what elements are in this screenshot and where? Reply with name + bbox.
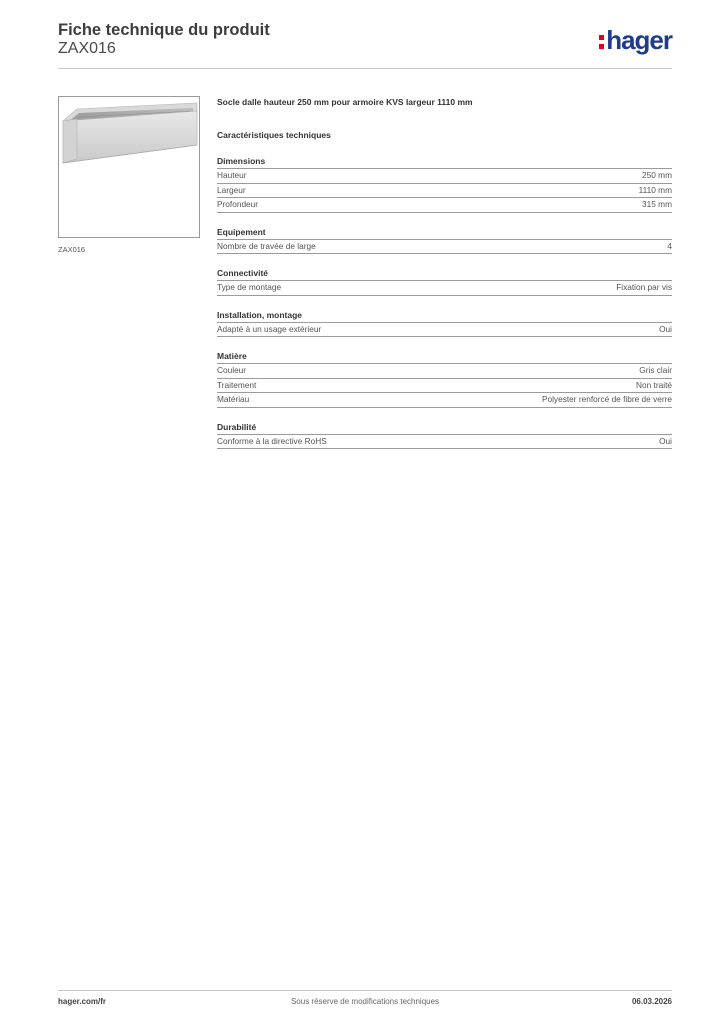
spec-label: Adapté à un usage extérieur	[217, 323, 322, 334]
footer-divider	[58, 990, 672, 991]
logo-dots-icon	[599, 32, 605, 50]
section-title: Connectivité	[217, 267, 672, 281]
hager-logo	[599, 26, 672, 54]
footer-website-link[interactable]: hager.com/fr	[58, 997, 107, 1006]
spec-row	[217, 198, 672, 213]
spec-value: 315 mm	[642, 199, 672, 209]
section-title: Installation, montage	[217, 309, 672, 323]
section-title: Dimensions	[217, 155, 672, 169]
product-image	[58, 96, 200, 238]
section-installation	[217, 309, 672, 338]
spec-label: Nombre de travée de large	[217, 240, 316, 251]
spec-row	[217, 184, 672, 199]
spec-label: Couleur	[217, 365, 247, 375]
spec-row	[217, 364, 672, 379]
spec-row	[217, 393, 672, 408]
product-description: Socle dalle hauteur 250 mm pour armoire KVS largeur 1110 mm	[217, 97, 473, 107]
page-header	[58, 20, 672, 68]
page-title: Fiche technique du produit	[58, 21, 270, 39]
footer-date: 06.03.2026	[631, 997, 672, 1006]
spec-row	[217, 323, 672, 338]
spec-row	[217, 169, 672, 184]
spec-value: Non traité	[636, 379, 672, 390]
spec-label: Hauteur	[217, 170, 247, 180]
spec-label: Largeur	[217, 184, 246, 195]
spec-row	[217, 281, 672, 296]
section-connectivite	[217, 267, 672, 296]
header-divider	[58, 68, 672, 69]
section-equipement	[217, 226, 672, 255]
section-dimensions	[217, 155, 672, 213]
section-title: Matière	[217, 350, 672, 364]
spec-label: Traitement	[217, 379, 257, 390]
section-title: Durabilité	[217, 421, 672, 435]
spec-value: Gris clair	[639, 365, 672, 375]
spec-value: 1110 mm	[638, 184, 672, 195]
main-content	[217, 95, 672, 449]
section-matiere	[217, 350, 672, 408]
spec-label: Matériau	[217, 394, 250, 404]
spec-value: 250 mm	[642, 170, 672, 180]
spec-label: Conforme à la directive RoHS	[217, 435, 327, 446]
spec-value: Oui	[659, 435, 672, 446]
spec-row	[217, 379, 672, 394]
spec-value: Oui	[659, 323, 672, 334]
logo-text: hager	[606, 25, 672, 55]
spec-label: Profondeur	[217, 199, 259, 209]
spec-label: Type de montage	[217, 282, 282, 292]
image-caption: ZAX016	[58, 245, 86, 254]
product-plinth-illustration	[59, 97, 199, 237]
section-title: Equipement	[217, 226, 672, 240]
specs-title: Caractéristiques techniques	[217, 130, 331, 140]
section-durabilite	[217, 421, 672, 450]
spec-row	[217, 240, 672, 255]
spec-row	[217, 435, 672, 450]
footer-notice: Sous réserve de modifications techniques	[290, 997, 440, 1006]
spec-value: Fixation par vis	[616, 282, 672, 292]
spec-value: 4	[667, 240, 672, 251]
spec-value: Polyester renforcé de fibre de verre	[541, 394, 672, 404]
product-code: ZAX016	[58, 40, 116, 57]
